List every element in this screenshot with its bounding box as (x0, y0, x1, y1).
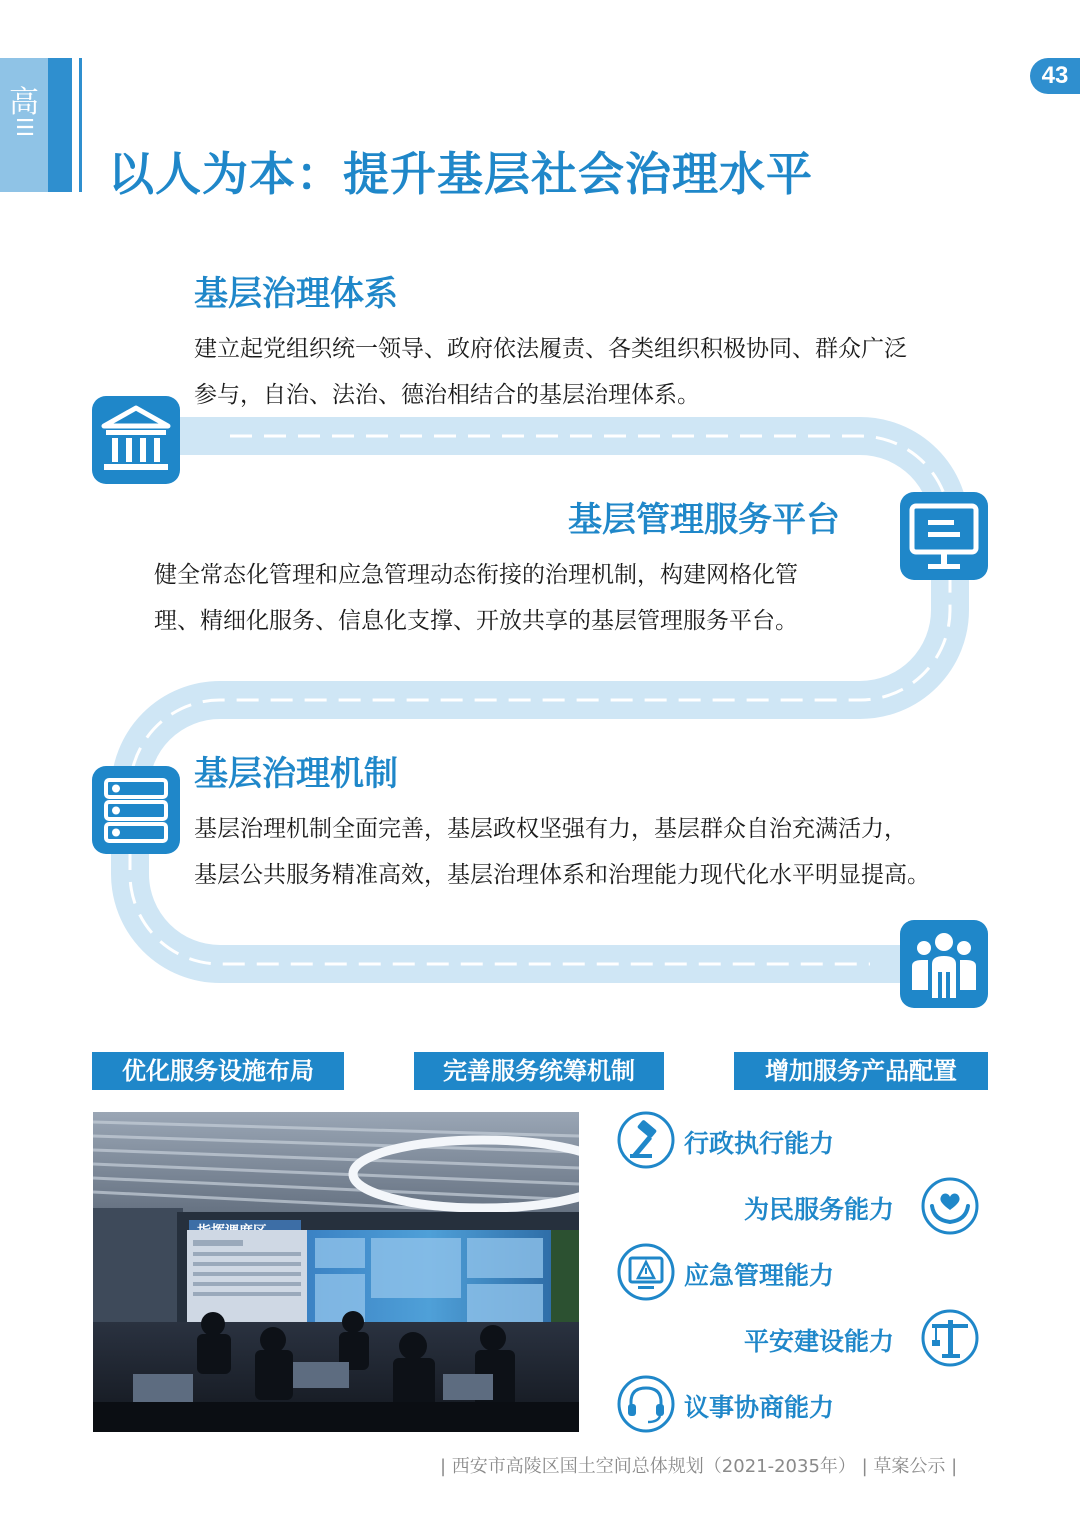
capability-administrative: 行政执行能力 (684, 1129, 835, 1158)
section-title-governance-mechanism: 基层治理机制 (194, 754, 398, 794)
page-title: 以人为本：提升基层社会治理水平 (108, 147, 813, 201)
side-glyph: 高 ☰ (9, 85, 39, 141)
crane-icon (920, 1308, 980, 1368)
page-number: 43 (1030, 58, 1080, 94)
people-group-icon (900, 920, 988, 1008)
tag-service-products: 增加服务产品配置 (734, 1052, 988, 1090)
footer: | 西安市高陵区国土空间总体规划（2021-2035年） | 草案公示 | (440, 1456, 958, 1477)
gavel-icon (616, 1110, 676, 1170)
capability-public-service: 为民服务能力 (744, 1195, 895, 1224)
monitor-icon (900, 492, 988, 580)
tag-facility-layout: 优化服务设施布局 (92, 1052, 344, 1090)
capability-consultation: 议事协商能力 (684, 1393, 835, 1422)
headset-icon (616, 1374, 676, 1434)
server-icon (92, 766, 180, 854)
capability-emergency: 应急管理能力 (684, 1261, 835, 1290)
heart-hands-icon (920, 1176, 980, 1236)
section-body-governance-system: 建立起党组织统一领导、政府依法履责、各类组织积极协同、群众广泛 参与，自治、法治、德治相结合的基层治理体系。 (194, 336, 907, 408)
control-room-photo (93, 1112, 579, 1432)
warning-monitor-icon (616, 1242, 676, 1302)
section-body-governance-mechanism: 基层治理机制全面完善，基层政权坚强有力，基层群众自治充满活力， 基层公共服务精准高效，基层治理体系和治理能力现代化水平明显提高。 (194, 816, 930, 888)
section-title-governance-system: 基层治理体系 (194, 274, 398, 314)
tag-coordination-mechanism: 完善服务统筹机制 (414, 1052, 664, 1090)
capability-safety: 平安建设能力 (744, 1327, 895, 1356)
section-body-service-platform: 健全常态化管理和应急管理动态衔接的治理机制，构建网格化管 理、精细化服务、信息化支撑、开放共享的基层管理服务平台。 (154, 562, 798, 634)
government-building-icon (92, 396, 180, 484)
section-title-service-platform: 基层管理服务平台 (568, 500, 840, 540)
